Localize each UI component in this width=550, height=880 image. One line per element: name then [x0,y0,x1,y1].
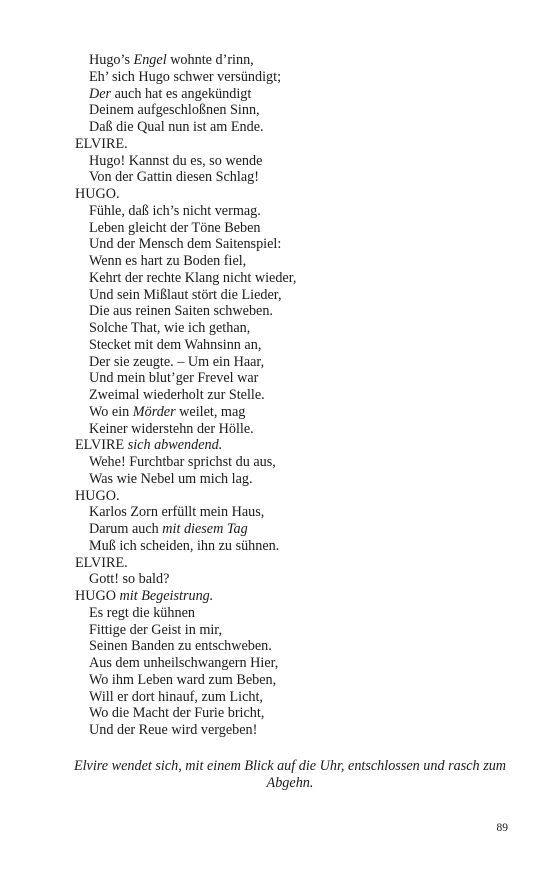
speaker-heading [75,136,515,153]
verse-line [75,320,515,337]
italic-text: Mörder [132,403,176,420]
verse-line [75,236,515,253]
verse-line [75,471,515,488]
text-segment: Wehe! Furchtbar sprichst du aus, [89,454,276,470]
verse-line [75,655,515,672]
text-segment: Karlos Zorn erfüllt mein Haus, [89,504,265,521]
text-segment: Stecket mit dem Wahnsinn an, [89,336,262,353]
verse-line [75,220,515,237]
text-segment: Wo ihm Leben ward zum Beben, [89,671,277,688]
text-segment: ELVIRE. [75,135,128,152]
text-segment: HUGO. [75,487,120,504]
text-segment: ELVIRE [75,437,128,454]
verse-line [75,270,515,287]
text-segment: Und der Reue wird vergeben! [89,722,258,738]
text-segment: Und sein Mißlaut stört die Lieder, [89,286,282,303]
text-segment: Solche That, wie ich gethan, [89,320,251,336]
verse-line [75,303,515,320]
verse-line [75,337,515,354]
text-segment: Fittige der Geist in mir, [89,621,223,638]
text-segment: weilet, mag [175,403,246,420]
verse-line [75,605,515,622]
italic-text: Engel [133,52,167,68]
verse-line [75,638,515,655]
verse-line [75,571,515,588]
speaker-heading [75,186,515,203]
text-segment: Kehrt der rechte Klang nicht wieder, [89,269,297,286]
text-segment: Wo die Macht der Furie bricht, [89,705,265,722]
text-segment: Muß ich scheiden, ihn zu sühnen. [89,537,280,554]
verse-line [75,521,515,538]
text-segment: Eh’ sich Hugo schwer versündigt; [89,68,282,85]
text-segment: HUGO [75,588,120,604]
verse-line [75,52,515,69]
text-segment: Fühle, daß ich’s nicht vermag. [89,202,261,219]
verse-line [75,504,515,521]
text-segment: Daß die Qual nun ist am Ende. [89,119,264,135]
text-segment: Es regt die kühnen [89,604,195,621]
text-segment: Will er dort hinauf, zum Licht, [89,688,263,705]
verse-line [75,119,515,136]
text-segment: Wenn es hart zu Boden fiel, [89,253,247,269]
verse-line [75,454,515,471]
play-text [75,52,515,739]
verse-line [75,102,515,119]
verse-line [75,421,515,438]
stage-direction: Elvire wendet sich, mit einem Blick auf die Uhr, entschlossen und rasch zum Abgehn. [73,758,507,791]
italic-text: mit Begeistrung. [119,588,214,604]
verse-line [75,370,515,387]
text-segment: Wo ein [89,403,133,420]
verse-line [75,153,515,170]
italic-text: sich abwendend. [127,437,223,454]
text-segment: Keiner widerstehn der Hölle. [89,420,254,437]
text-segment: ELVIRE. [75,554,128,571]
page-number: 89 [496,822,508,834]
speaker-heading [75,437,515,454]
verse-line [75,672,515,689]
verse-line [75,387,515,404]
text-segment: Was wie Nebel um mich lag. [89,470,253,487]
text-segment: Von der Gattin diesen Schlag! [89,169,259,186]
text-segment: Leben gleicht der Töne Beben [89,219,261,236]
verse-line [75,69,515,86]
verse-line [75,169,515,186]
verse-line [75,404,515,421]
italic-text: mit diesem Tag [162,521,248,537]
text-segment: Und der Mensch dem Saitenspiel: [89,236,282,253]
text-segment: wohnte d’rinn, [166,52,254,68]
text-segment: Aus dem unheilschwangern Hier, [89,655,279,671]
verse-line [75,287,515,304]
verse-line [75,689,515,706]
verse-line [75,354,515,371]
verse-line [75,203,515,220]
speaker-heading [75,555,515,572]
text-segment: Hugo! Kannst du es, so wende [89,152,263,169]
verse-line [75,705,515,722]
text-segment: Deinem aufgeschloßnen Sinn, [89,102,260,119]
text-segment: Seinen Banden zu entschweben. [89,638,272,655]
verse-line [75,538,515,555]
text-segment: auch hat es angekündigt [111,85,252,102]
verse-line [75,722,515,739]
verse-line [75,253,515,270]
text-segment: Der sie zeugte. – Um ein Haar, [89,353,265,370]
text-segment: Die aus reinen Saiten schweben. [89,303,273,320]
speaker-heading [75,488,515,505]
verse-line [75,86,515,103]
text-segment: Gott! so bald? [89,571,170,588]
speaker-heading [75,588,515,605]
italic-text: Der [89,85,112,102]
verse-line [75,622,515,639]
text-segment: Hugo’s [89,52,134,68]
text-segment: Zweimal wiederholt zur Stelle. [89,387,265,403]
text-segment: Darum auch [89,521,163,537]
text-segment: Und mein blut’ger Frevel war [89,370,259,387]
text-segment: HUGO. [75,186,120,202]
